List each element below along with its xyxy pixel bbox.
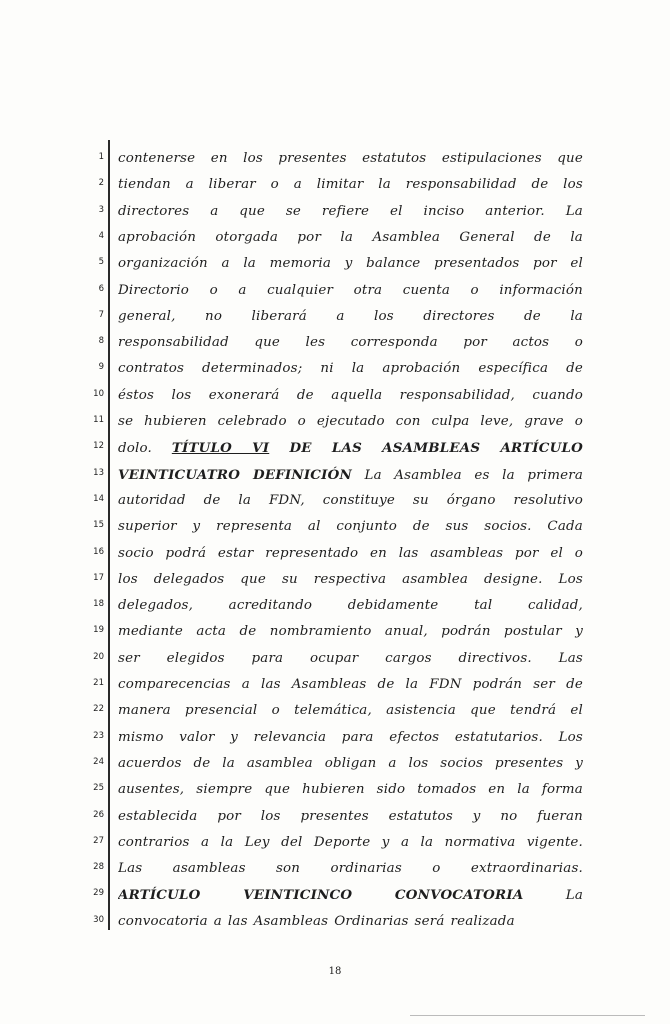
text-line bbox=[88, 437, 608, 459]
text-line bbox=[88, 253, 608, 275]
line-number: 6 bbox=[98, 283, 104, 294]
line-text: acuerdos de la asamblea obligan a los socios presentes y bbox=[118, 755, 583, 771]
line-text: Directorio o a cualquier otra cuenta o información bbox=[118, 282, 583, 298]
line-number: 16 bbox=[93, 546, 104, 557]
line-text: tiendan a liberar o a limitar la responsabilidad de los bbox=[118, 177, 583, 193]
line-number: 11 bbox=[93, 415, 104, 425]
text-line bbox=[88, 174, 608, 196]
text-line bbox=[88, 779, 608, 801]
line-number: 17 bbox=[93, 572, 104, 583]
line-segment: La bbox=[523, 888, 583, 904]
text-line bbox=[88, 858, 608, 880]
line-number: 28 bbox=[93, 862, 104, 873]
line-text: establecida por los presentes estatutos y no fueran bbox=[118, 808, 583, 824]
text-line bbox=[88, 727, 608, 749]
line-segment: dolo. bbox=[118, 441, 172, 457]
line-text bbox=[118, 884, 583, 907]
line-segment: La Asamblea es la primera bbox=[351, 467, 583, 483]
line-number: 24 bbox=[93, 756, 104, 767]
line-text: superior y representa al conjunto de sus socios. Cada bbox=[118, 519, 583, 535]
text-line bbox=[88, 227, 608, 249]
text-line bbox=[88, 674, 608, 696]
line-number: 29 bbox=[93, 888, 104, 899]
line-number: 20 bbox=[93, 651, 104, 662]
text-line bbox=[88, 884, 608, 906]
line-text: contrarios a la Ley del Deporte y a la normativa vigente. bbox=[118, 834, 583, 850]
text-line bbox=[88, 911, 608, 933]
heading-segment: TÍTULO VI bbox=[171, 440, 270, 457]
text-line bbox=[88, 832, 608, 854]
bottom-rule bbox=[410, 1015, 645, 1016]
text-line bbox=[88, 306, 608, 328]
line-number: 8 bbox=[98, 336, 104, 347]
text-line bbox=[88, 201, 608, 223]
text-line bbox=[88, 753, 608, 775]
text-line bbox=[88, 411, 608, 433]
line-number: 14 bbox=[93, 493, 104, 504]
line-number: 23 bbox=[93, 730, 104, 741]
line-text: contenerse en los presentes estatutos estipulaciones que bbox=[118, 151, 583, 166]
line-text: ausentes, siempre que hubieren sido tomados en la forma bbox=[118, 782, 583, 798]
text-line bbox=[88, 700, 608, 722]
line-text: se hubieren celebrado o ejecutado con culpa leve, grave o bbox=[118, 414, 583, 429]
line-text: mismo valor y relevancia para efectos estatutarios. Los bbox=[118, 729, 583, 745]
text-line bbox=[88, 332, 608, 354]
heading-segment: ARTÍCULO VEINTICINCO CONVOCATORIA bbox=[118, 887, 524, 904]
line-number: 30 bbox=[93, 914, 104, 925]
heading-segment: DE LAS ASAMBLEAS ARTÍCULO bbox=[269, 440, 583, 457]
line-text: Las asambleas son ordinarias o extraordinarias. bbox=[118, 861, 583, 877]
text-line bbox=[88, 648, 608, 670]
line-text: éstos los exonerará de aquella responsabilidad, cuando bbox=[118, 387, 583, 403]
line-text: mediante acta de nombramiento anual, podrán postular y bbox=[118, 624, 583, 640]
line-text: ser elegidos para ocupar cargos directivos. Las bbox=[118, 650, 583, 666]
line-number: 27 bbox=[93, 835, 104, 846]
line-number: 12 bbox=[93, 441, 104, 452]
line-text: delegados, acreditando debidamente tal calidad, bbox=[118, 598, 583, 614]
line-text: convocatoria a las Asambleas Ordinarias será realizada bbox=[118, 913, 515, 929]
text-line bbox=[88, 569, 608, 591]
text-line bbox=[88, 148, 608, 170]
line-number: 10 bbox=[93, 388, 104, 399]
line-text: directores a que se refiere el inciso anterior. La bbox=[118, 203, 583, 219]
line-number: 21 bbox=[93, 678, 104, 688]
line-text: comparecencias a las Asambleas de la FDN podrán ser de bbox=[118, 677, 583, 692]
line-text bbox=[118, 464, 583, 487]
text-line bbox=[88, 385, 608, 407]
line-text: general, no liberará a los directores de la bbox=[118, 308, 583, 324]
text-line bbox=[88, 621, 608, 643]
text-line bbox=[88, 595, 608, 617]
text-line bbox=[88, 490, 608, 512]
line-number: 7 bbox=[98, 309, 104, 320]
text-line bbox=[88, 516, 608, 538]
line-text: autoridad de la FDN, constituye su órgano resolutivo bbox=[118, 492, 583, 508]
line-text: aprobación otorgada por la Asamblea General de la bbox=[118, 229, 583, 245]
text-line bbox=[88, 358, 608, 380]
line-text bbox=[118, 437, 583, 460]
line-text: contratos determinados; ni la aprobación específica de bbox=[118, 361, 583, 377]
line-number: 15 bbox=[93, 520, 104, 531]
line-number: 25 bbox=[93, 783, 104, 794]
line-number: 4 bbox=[98, 230, 104, 241]
text-line bbox=[88, 280, 608, 302]
line-text: manera presencial o telemática, asistencia que tendrá el bbox=[118, 703, 583, 719]
heading-segment: VEINTICUATRO DEFINICIÓN bbox=[118, 466, 352, 483]
line-number: 18 bbox=[93, 599, 104, 610]
line-number: 22 bbox=[93, 704, 104, 715]
line-number: 13 bbox=[93, 467, 104, 478]
text-line bbox=[88, 543, 608, 565]
line-number: 9 bbox=[98, 362, 104, 373]
line-number: 1 bbox=[98, 152, 104, 162]
text-line bbox=[88, 806, 608, 828]
line-number: 26 bbox=[93, 809, 104, 820]
line-number: 19 bbox=[93, 625, 104, 636]
line-text: los delegados que su respectiva asamblea designe. Los bbox=[118, 571, 583, 587]
line-text: responsabilidad que les corresponda por actos o bbox=[118, 335, 583, 351]
line-number: 5 bbox=[98, 257, 104, 268]
text-line bbox=[88, 464, 608, 486]
line-number: 3 bbox=[98, 204, 104, 215]
line-number: 2 bbox=[98, 178, 104, 189]
line-text: organización a la memoria y balance presentados por el bbox=[118, 256, 583, 272]
line-text: socio podrá estar representado en las asambleas por el o bbox=[118, 545, 583, 561]
page-number: 18 bbox=[328, 966, 342, 977]
